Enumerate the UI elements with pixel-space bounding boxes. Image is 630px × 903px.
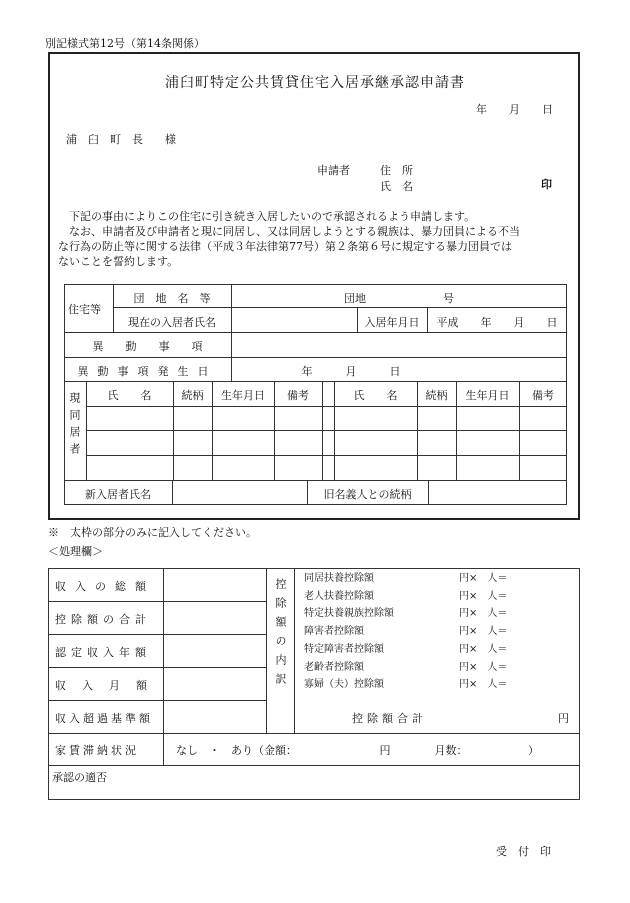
complex-name-label: 団 地 名 等 [133, 292, 211, 305]
rent-arrears-label: 家賃滞納状況 [55, 744, 139, 757]
col-birth-right: 生年月日 [465, 389, 510, 402]
resident-name-label: 現在の入居者氏名 [128, 316, 216, 329]
address-label: 住 所 [380, 164, 413, 177]
cohabitant-label: 現同居者 [68, 392, 81, 460]
rent-arrears-value[interactable]: なし ・ あり（金額： 円 月数： ） [176, 744, 539, 757]
list-item: 同居扶養控除額 円× 人＝ [304, 573, 508, 584]
form-number: 別記様式第12号（第14条関係） [45, 37, 205, 50]
list-item: 老齢者控除額 円× 人＝ [304, 661, 508, 673]
receipt-stamp-label: 受 付 印 [496, 845, 551, 858]
housing-label: 住宅等 [68, 303, 101, 316]
seal-mark: 印 [541, 178, 552, 191]
certified-income-label: 認定収入年額 [55, 646, 151, 659]
deduction-breakdown-label: 控除額の内訳 [274, 578, 287, 692]
income-threshold-label: 収入超過基準額 [55, 712, 153, 725]
deduction-sum-label: 控除額合計 [352, 712, 427, 725]
date-field[interactable]: 年 月 日 [476, 103, 553, 116]
change-label: 異 動 事 項 [92, 340, 203, 353]
move-in-date-value[interactable]: 平成 年 月 日 [436, 316, 558, 329]
approval-label: 承認の適否 [52, 771, 107, 784]
deduction-sum-yen: 円 [558, 712, 569, 725]
addressee: 浦 臼 町 長 様 [66, 133, 176, 146]
list-item: 寡婦（夫）控除額 円× 人＝ [304, 679, 508, 691]
col-remarks-right: 備考 [532, 389, 554, 402]
applicant-label: 申請者 [317, 164, 350, 177]
list-item: 特定扶養親族控除額 円× 人＝ [304, 608, 508, 620]
deduction-total-label: 控除額の合計 [55, 613, 151, 626]
complex-value[interactable]: 団地 号 [344, 292, 454, 305]
col-birth-left: 生年月日 [221, 389, 265, 402]
move-in-date-label: 入居年月日 [364, 316, 420, 329]
change-date-label: 異動事項発生日 [77, 365, 218, 378]
col-relation-right: 続柄 [425, 389, 448, 402]
change-date-value[interactable]: 年 月 日 [301, 365, 401, 378]
name-label: 氏 名 [380, 180, 413, 193]
col-remarks-left: 備考 [287, 389, 309, 402]
total-income-label: 収入の総額 [55, 580, 155, 593]
col-relation-left: 続柄 [181, 389, 204, 402]
declaration-text: 下記の事由によりこの住宅に引き続き入居したいので承認されるよう申請します。 なお、申請者及び申請者と現に同居し、又は同居しようとする親族は、暴力団員による不当 な行為の防止等に関する法律（平成３年法律第77号）第２条第６号に規定する暴力団員では ないことを誓約します。 [58, 210, 520, 268]
note: ※ 太枠の部分のみに記入してください。 [48, 526, 257, 539]
relation-to-former-label: 旧名義人との続柄 [323, 488, 412, 501]
col-name-right: 氏 名 [353, 389, 398, 402]
list-item: 老人扶養控除額 円× 人＝ [304, 590, 508, 602]
page-title: 浦臼町特定公共賃貸住宅入居承継承認申請書 [165, 75, 465, 91]
deduction-list [304, 570, 507, 694]
monthly-income-label: 収入月額 [55, 679, 163, 692]
col-name-left: 氏 名 [107, 389, 152, 402]
processing-label: ＜処理欄＞ [48, 545, 103, 558]
list-item: 特定障害者控除額 円× 人＝ [304, 643, 508, 655]
list-item: 障害者控除額 円× 人＝ [304, 626, 508, 638]
new-resident-label: 新入居者氏名 [85, 488, 151, 501]
